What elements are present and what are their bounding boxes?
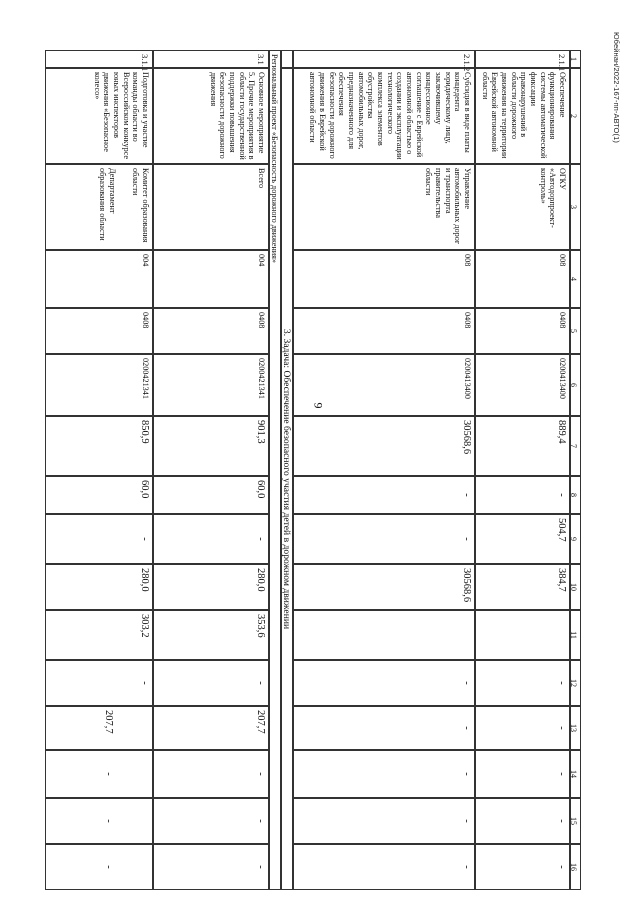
row-31-col7: 901,3: [153, 416, 269, 476]
row-212-col12: -: [293, 660, 475, 706]
row-311-col6: 0200421341: [45, 354, 153, 416]
row-212-col13: -: [293, 706, 475, 750]
row-311-col5: 0408: [45, 308, 153, 354]
header-col-6: 6: [570, 354, 581, 416]
header-col-12: 12: [570, 660, 581, 706]
row-212-col9: -: [293, 514, 475, 564]
row-311-col12: -: [45, 660, 153, 706]
row-211-col13: -: [475, 706, 570, 750]
row-212-col8: -: [293, 476, 475, 514]
row-212-col4: 008: [293, 250, 475, 308]
row-211-col12: -: [475, 660, 570, 706]
row-311-executor: [45, 164, 153, 250]
row-31-col14: -: [153, 750, 269, 798]
row-31-col12: -: [153, 660, 269, 706]
row-311-col11: 303,2: [45, 610, 153, 660]
row-311-executor-department: Департамент образования области: [97, 168, 117, 241]
row-211-col14: -: [475, 750, 570, 798]
header-col-10: 10: [570, 564, 581, 610]
row-212-col6: 0200413400: [293, 354, 475, 416]
header-col-16: 16: [570, 844, 581, 890]
row-212-col7: 30568,6: [293, 416, 475, 476]
row-211-col10: 384,7: [475, 564, 570, 610]
row-211-col6: 0200413400: [475, 354, 570, 416]
header-col-3: 3: [570, 164, 581, 250]
document-id: Юбейнан/2022-167-пп-АВТО(1): [612, 32, 621, 143]
row-311-col15: -: [45, 798, 153, 844]
row-31-col15: -: [153, 798, 269, 844]
page-number: 9: [311, 402, 326, 409]
header-col-13: 13: [570, 706, 581, 750]
header-col-11: 11: [570, 610, 581, 660]
header-col-1: 1: [570, 50, 581, 68]
budget-table: [33, 50, 581, 890]
row-31-col8: 60,0: [153, 476, 269, 514]
row-211-number: 2.1.1: [475, 50, 570, 68]
row-311-col14: -: [45, 750, 153, 798]
row-212-col15: -: [293, 798, 475, 844]
row-212-col16: -: [293, 844, 475, 890]
header-col-2: 2: [570, 68, 581, 164]
row-212-col11: [293, 610, 475, 660]
row-31-col6: 0200421341: [153, 354, 269, 416]
row-31-col4: 004: [153, 250, 269, 308]
row-311-col7: 850,9: [45, 416, 153, 476]
row-212-number: 2.1.2: [293, 50, 475, 68]
row-212-executor: Управление автомобильных дорог и транспорта правительства области: [293, 164, 475, 250]
row-311-col4: 004: [45, 250, 153, 308]
row-31-number: 3.1: [153, 50, 269, 68]
row-311-col10: 280,0: [45, 564, 153, 610]
header-col-7: 7: [570, 416, 581, 476]
section-title: 3. Задача: Обеспечение безопасного участия детей в дорожном движении: [281, 68, 293, 890]
regional-project-title: Региональный проект «Безопасность дорожного движения»: [269, 50, 281, 890]
header-col-9: 9: [570, 514, 581, 564]
row-311-name: Подготовка и участие команды области во Всероссийском конкурсе юных инспекторов движения «Безопасное колесо»: [45, 68, 153, 164]
row-211-col8: -: [475, 476, 570, 514]
row-211-col5: 0408: [475, 308, 570, 354]
row-311-col9: -: [45, 514, 153, 564]
row-311-col16: -: [45, 844, 153, 890]
row-311-number: 3.1.1: [45, 50, 153, 68]
row-211-col15: -: [475, 798, 570, 844]
row-211-col7: 889,4: [475, 416, 570, 476]
row-31-col16: -: [153, 844, 269, 890]
row-211-col9: 504,7: [475, 514, 570, 564]
row-31-executor: Всего: [153, 164, 269, 250]
row-211-col11: [475, 610, 570, 660]
row-31-col5: 0408: [153, 308, 269, 354]
row-311-executor-committee: Комитет образования области: [131, 168, 150, 243]
row-31-col13: 207,7: [153, 706, 269, 750]
row-212-name: Субсидия в виде платы концедента юридическому лицу, заключившему концессионное соглашение с Еврейской автономной областью о создании и эксплуатации технологического комплекса элементов обустройства автомобильных дорог, предназначенного для обеспечения безопасности дорожного движения в Еврейской автономной области: [293, 68, 475, 164]
header-col-8: 8: [570, 476, 581, 514]
header-col-14: 14: [570, 750, 581, 798]
row-211-executor: ОГКУ «Автодорпроект-контроль»: [475, 164, 570, 250]
row-212-col5: 0408: [293, 308, 475, 354]
header-col-5: 5: [570, 308, 581, 354]
header-col-15: 15: [570, 798, 581, 844]
row-211-col4: 008: [475, 250, 570, 308]
row-211-name: Обеспечение функционирования системы автоматической фиксации правонарушений в области дорожного движения на территории Еврейской автономной области: [475, 68, 570, 164]
row-211-col16: -: [475, 844, 570, 890]
row-212-col14: -: [293, 750, 475, 798]
header-col-4: 4: [570, 250, 581, 308]
row-311-col8: 60,0: [45, 476, 153, 514]
row-31-col10: 280,0: [153, 564, 269, 610]
row-31-name: Основное мероприятие 5. Прочие мероприятия в области государственной поддержки повышения безопасности дорожного движения: [153, 68, 269, 164]
row-31-col11: 353,6: [153, 610, 269, 660]
row-212-col10: 30568,6: [293, 564, 475, 610]
row-31-col9: -: [153, 514, 269, 564]
section-spacer: [281, 50, 293, 68]
row-311-col13: 207,7: [45, 706, 153, 750]
